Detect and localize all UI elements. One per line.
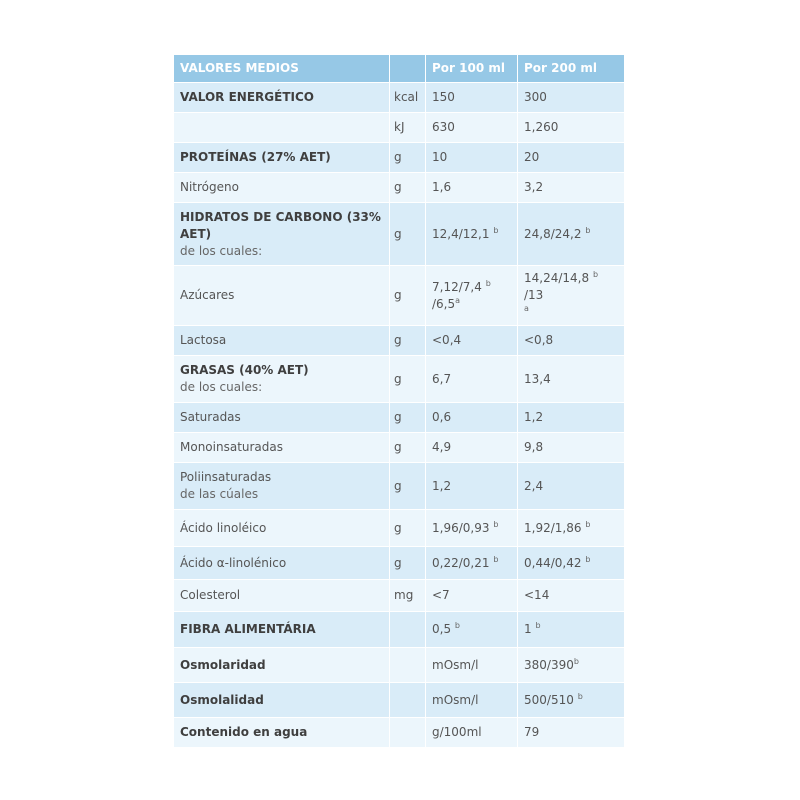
- nutrient-unit: kJ: [390, 113, 426, 143]
- value-text: 1: [524, 622, 532, 636]
- table-row: [174, 203, 625, 266]
- table-row: [174, 648, 625, 683]
- value-200ml: 79: [518, 718, 625, 748]
- value-100ml: 10: [426, 143, 518, 173]
- nutrient-name: Ácido α-linolénico: [174, 547, 390, 580]
- nutrient-subtitle: de las cúales: [180, 487, 259, 501]
- table-row: [174, 83, 625, 113]
- nutrient-name: Ácido linoléico: [174, 510, 390, 547]
- value-text: 1,92/1,86: [524, 520, 582, 535]
- value-100ml: 1,2: [426, 463, 518, 510]
- nutrient-subtitle: de los cuales:: [180, 243, 263, 258]
- nutrient-unit: [390, 648, 426, 683]
- table-row: [174, 612, 625, 648]
- footnote-mark: b: [493, 554, 499, 564]
- nutrient-unit: mg: [390, 580, 426, 612]
- value-200ml: [518, 203, 625, 266]
- value-text: /13: [524, 288, 544, 302]
- value-text: 0,22/0,21: [432, 555, 490, 570]
- table-row: [174, 463, 625, 510]
- value-text: 24,8/24,2: [524, 226, 582, 241]
- table-row: [174, 143, 625, 173]
- value-text: 500/510: [524, 692, 574, 707]
- nutrient-name: Monoinsaturadas: [174, 433, 390, 463]
- value-200ml: 20: [518, 143, 625, 173]
- value-text: 14,24/14,8: [524, 271, 590, 285]
- value-100ml: [426, 612, 518, 648]
- nutrient-unit: [390, 612, 426, 648]
- nutrient-name: Nitrógeno: [174, 173, 390, 203]
- value-100ml: mOsm/l: [426, 648, 518, 683]
- nutrition-table: [173, 54, 625, 748]
- nutrient-name: [174, 203, 390, 266]
- value-text: 12,4/12,1: [432, 226, 490, 241]
- nutrient-unit: g: [390, 143, 426, 173]
- nutrient-unit: g: [390, 547, 426, 580]
- table-row: [174, 326, 625, 356]
- value-text: 1,96/0,93: [432, 520, 490, 535]
- nutrient-unit: g: [390, 266, 426, 326]
- table-row: [174, 510, 625, 547]
- value-100ml: 6,7: [426, 356, 518, 403]
- footnote-mark: b: [592, 270, 599, 279]
- footnote-mark: b: [454, 621, 460, 630]
- nutrient-unit: kcal: [390, 83, 426, 113]
- nutrient-name: PROTEÍNAS (27% AET): [174, 143, 390, 173]
- nutrient-name: VALOR ENERGÉTICO: [174, 83, 390, 113]
- value-200ml: [518, 648, 625, 683]
- nutrient-unit: g: [390, 173, 426, 203]
- value-200ml: 3,2: [518, 173, 625, 203]
- nutrient-name-text: GRASAS (40% AET): [180, 363, 309, 377]
- footnote-mark: a: [455, 295, 461, 305]
- footnote-mark: b: [573, 656, 579, 666]
- table-row: [174, 683, 625, 718]
- nutrient-name: Colesterol: [174, 580, 390, 612]
- value-100ml: <7: [426, 580, 518, 612]
- table-row: [174, 580, 625, 612]
- header-row: [174, 55, 625, 83]
- footnote-mark: b: [493, 225, 499, 235]
- footnote-mark: b: [493, 519, 499, 529]
- nutrient-name: [174, 356, 390, 403]
- nutrient-unit: g: [390, 203, 426, 266]
- value-text: 0,5: [432, 622, 452, 636]
- value-200ml: <14: [518, 580, 625, 612]
- value-text: 7,12/7,4: [432, 279, 482, 294]
- header-per-200ml: Por 200 ml: [518, 55, 625, 83]
- value-200ml: 1,260: [518, 113, 625, 143]
- value-100ml: 150: [426, 83, 518, 113]
- value-200ml: [518, 266, 625, 326]
- nutrient-name-text: Poliinsaturadas: [180, 470, 272, 484]
- table-row: [174, 113, 625, 143]
- footnote-mark: b: [585, 554, 591, 564]
- value-text: 0,44/0,42: [524, 555, 582, 570]
- nutrient-unit: [390, 683, 426, 718]
- nutrient-name: Osmolaridad: [174, 648, 390, 683]
- value-100ml: g/100ml: [426, 718, 518, 748]
- header-per-100ml: Por 100 ml: [426, 55, 518, 83]
- footnote-mark: b: [585, 519, 591, 529]
- nutrient-unit: [390, 718, 426, 748]
- value-100ml: 630: [426, 113, 518, 143]
- value-100ml: [426, 547, 518, 580]
- value-200ml: [518, 547, 625, 580]
- value-200ml: 1,2: [518, 403, 625, 433]
- table-row: [174, 173, 625, 203]
- value-text: 380/390: [524, 657, 574, 672]
- value-200ml: 2,4: [518, 463, 625, 510]
- footnote-mark: b: [535, 621, 541, 630]
- nutrient-name: [174, 113, 390, 143]
- footnote-mark: b: [485, 278, 491, 288]
- value-100ml: [426, 203, 518, 266]
- value-text: /6,5: [432, 296, 456, 311]
- nutrient-unit: g: [390, 463, 426, 510]
- table-row: [174, 718, 625, 748]
- value-100ml: [426, 510, 518, 547]
- value-100ml: 1,6: [426, 173, 518, 203]
- value-100ml: 0,6: [426, 403, 518, 433]
- table-row: [174, 547, 625, 580]
- nutrient-name: Azúcares: [174, 266, 390, 326]
- value-100ml: mOsm/l: [426, 683, 518, 718]
- table-row: [174, 356, 625, 403]
- nutrient-name: Saturadas: [174, 403, 390, 433]
- nutrient-unit: g: [390, 433, 426, 463]
- nutrient-name: Osmolalidad: [174, 683, 390, 718]
- header-valores-medios: VALORES MEDIOS: [174, 55, 390, 83]
- nutrient-unit: g: [390, 510, 426, 547]
- nutrient-name-text: HIDRATOS DE CARBONO (33% AET): [180, 209, 381, 241]
- value-200ml: [518, 612, 625, 648]
- value-200ml: <0,8: [518, 326, 625, 356]
- value-200ml: 13,4: [518, 356, 625, 403]
- footnote-mark: b: [585, 225, 591, 235]
- value-200ml: [518, 510, 625, 547]
- nutrient-name: Contenido en agua: [174, 718, 390, 748]
- nutrient-name: [174, 463, 390, 510]
- value-200ml: 9,8: [518, 433, 625, 463]
- footnote-mark: b: [577, 691, 583, 701]
- table-row: [174, 403, 625, 433]
- nutrient-unit: g: [390, 356, 426, 403]
- nutrient-name: Lactosa: [174, 326, 390, 356]
- nutrient-subtitle: de los cuales:: [180, 380, 263, 394]
- value-100ml: <0,4: [426, 326, 518, 356]
- nutrient-name: FIBRA ALIMENTÁRIA: [174, 612, 390, 648]
- table-row: [174, 266, 625, 326]
- table-row: [174, 433, 625, 463]
- nutrient-unit: g: [390, 403, 426, 433]
- value-100ml: 4,9: [426, 433, 518, 463]
- value-200ml: 300: [518, 83, 625, 113]
- value-200ml: [518, 683, 625, 718]
- value-100ml: [426, 266, 518, 326]
- nutrient-unit: g: [390, 326, 426, 356]
- footnote-mark: a: [524, 304, 529, 313]
- header-unit: [390, 55, 426, 83]
